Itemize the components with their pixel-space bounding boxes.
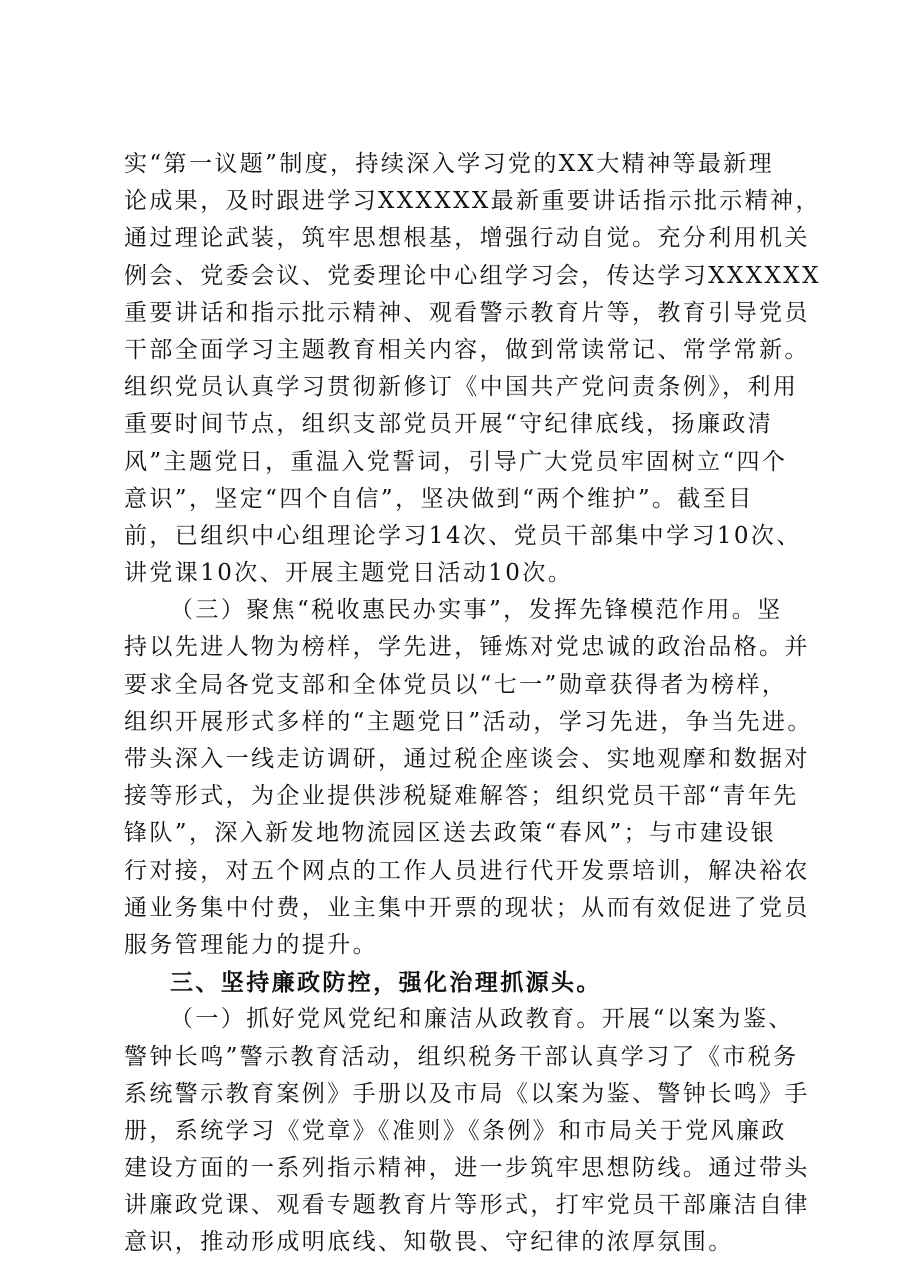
text-line: 警钟长鸣”警示教育活动，组织税务干部认真学习了《市税务: [124, 1043, 799, 1070]
text-line: 论成果，及时跟进学习XXXXXX最新重要讲话指示批示精神，: [124, 188, 821, 215]
text-line: 通过理论武装，筑牢思想根基，增强行动自觉。充分利用机关: [124, 225, 810, 252]
text-line: 通业务集中付费，业主集中开票的现状；从而有效促进了党员: [124, 894, 810, 921]
text-line: 例会、党委会议、党委理论中心组学习会，传达学习XXXXXX: [124, 262, 821, 289]
text-line: 锋队”，深入新发地物流园区送去政策“春风”；与市建设银: [124, 820, 777, 847]
text-line: 系统警示教育案例》手册以及市局《以案为鉴、警钟长鸣》手: [124, 1080, 810, 1107]
document-body: [124, 146, 821, 1262]
text-line: 持以先进人物为榜样，学先进，锤炼对党忠诚的政治品格。并: [124, 634, 810, 661]
text-line: 带头深入一线走访调研，通过税企座谈会、实地观摩和数据对: [124, 746, 810, 772]
subsection-start-line: （一）抓好党风党纪和廉洁从政教育。开展“以案为鉴、: [170, 1006, 794, 1033]
text-line: 讲廉政党课、观看专题教育片等形式，打牢党员干部廉洁自律: [124, 1192, 810, 1219]
text-line: 干部全面学习主题教育相关内容，做到常读常记、常学常新。: [124, 336, 810, 363]
text-line: 接等形式，为企业提供涉税疑难解答；组织党员干部“青年先: [124, 783, 799, 810]
text-line: 意识”，坚定“四个自信”，坚决做到“两个维护”。截至目: [124, 485, 754, 512]
text-line: 重要讲话和指示批示精神、观看警示教育片等，教育引导党员: [124, 299, 810, 326]
text-line: 组织党员认真学习贯彻新修订《中国共产党问责条例》，利用: [124, 374, 799, 401]
text-line: 建设方面的一系列指示精神，进一步筑牢思想防线。通过带头: [124, 1155, 810, 1182]
text-line: 讲党课10次、开展主题党日活动10次。: [124, 560, 574, 587]
text-line: 实“第一议题”制度，持续深入学习党的XX大精神等最新理: [124, 151, 775, 177]
text-line: 要求全局各党支部和全体党员以“七一”勋章获得者为榜样，: [124, 671, 788, 698]
text-line: 风”主题党日，重温入党誓词，引导广大党员牢固树立“四个: [124, 448, 788, 475]
text-line: 前，已组织中心组理论学习14次、党员干部集中学习10次、: [124, 522, 802, 549]
text-line: 重要时间节点，组织支部党员开展“守纪律底线，扬廉政清: [124, 411, 774, 438]
text-line: 组织开展形式多样的“主题党日”活动，学习先进，争当先进。: [124, 708, 813, 735]
section-heading: 三、坚持廉政防控，强化治理抓源头。: [170, 969, 602, 997]
text-line: 册，系统学习《党章》《准则》《条例》和市局关于党风廉政: [124, 1117, 787, 1144]
subsection-start-line: （三）聚焦“税收惠民办实事”，发挥先锋模范作用。坚: [170, 597, 783, 624]
text-line: 服务管理能力的提升。: [124, 931, 378, 958]
text-line: 意识，推动形成明底线、知敬畏、守纪律的浓厚氛围。: [124, 1229, 734, 1256]
text-line: 行对接，对五个网点的工作人员进行代开发票培训，解决裕农: [124, 857, 810, 884]
